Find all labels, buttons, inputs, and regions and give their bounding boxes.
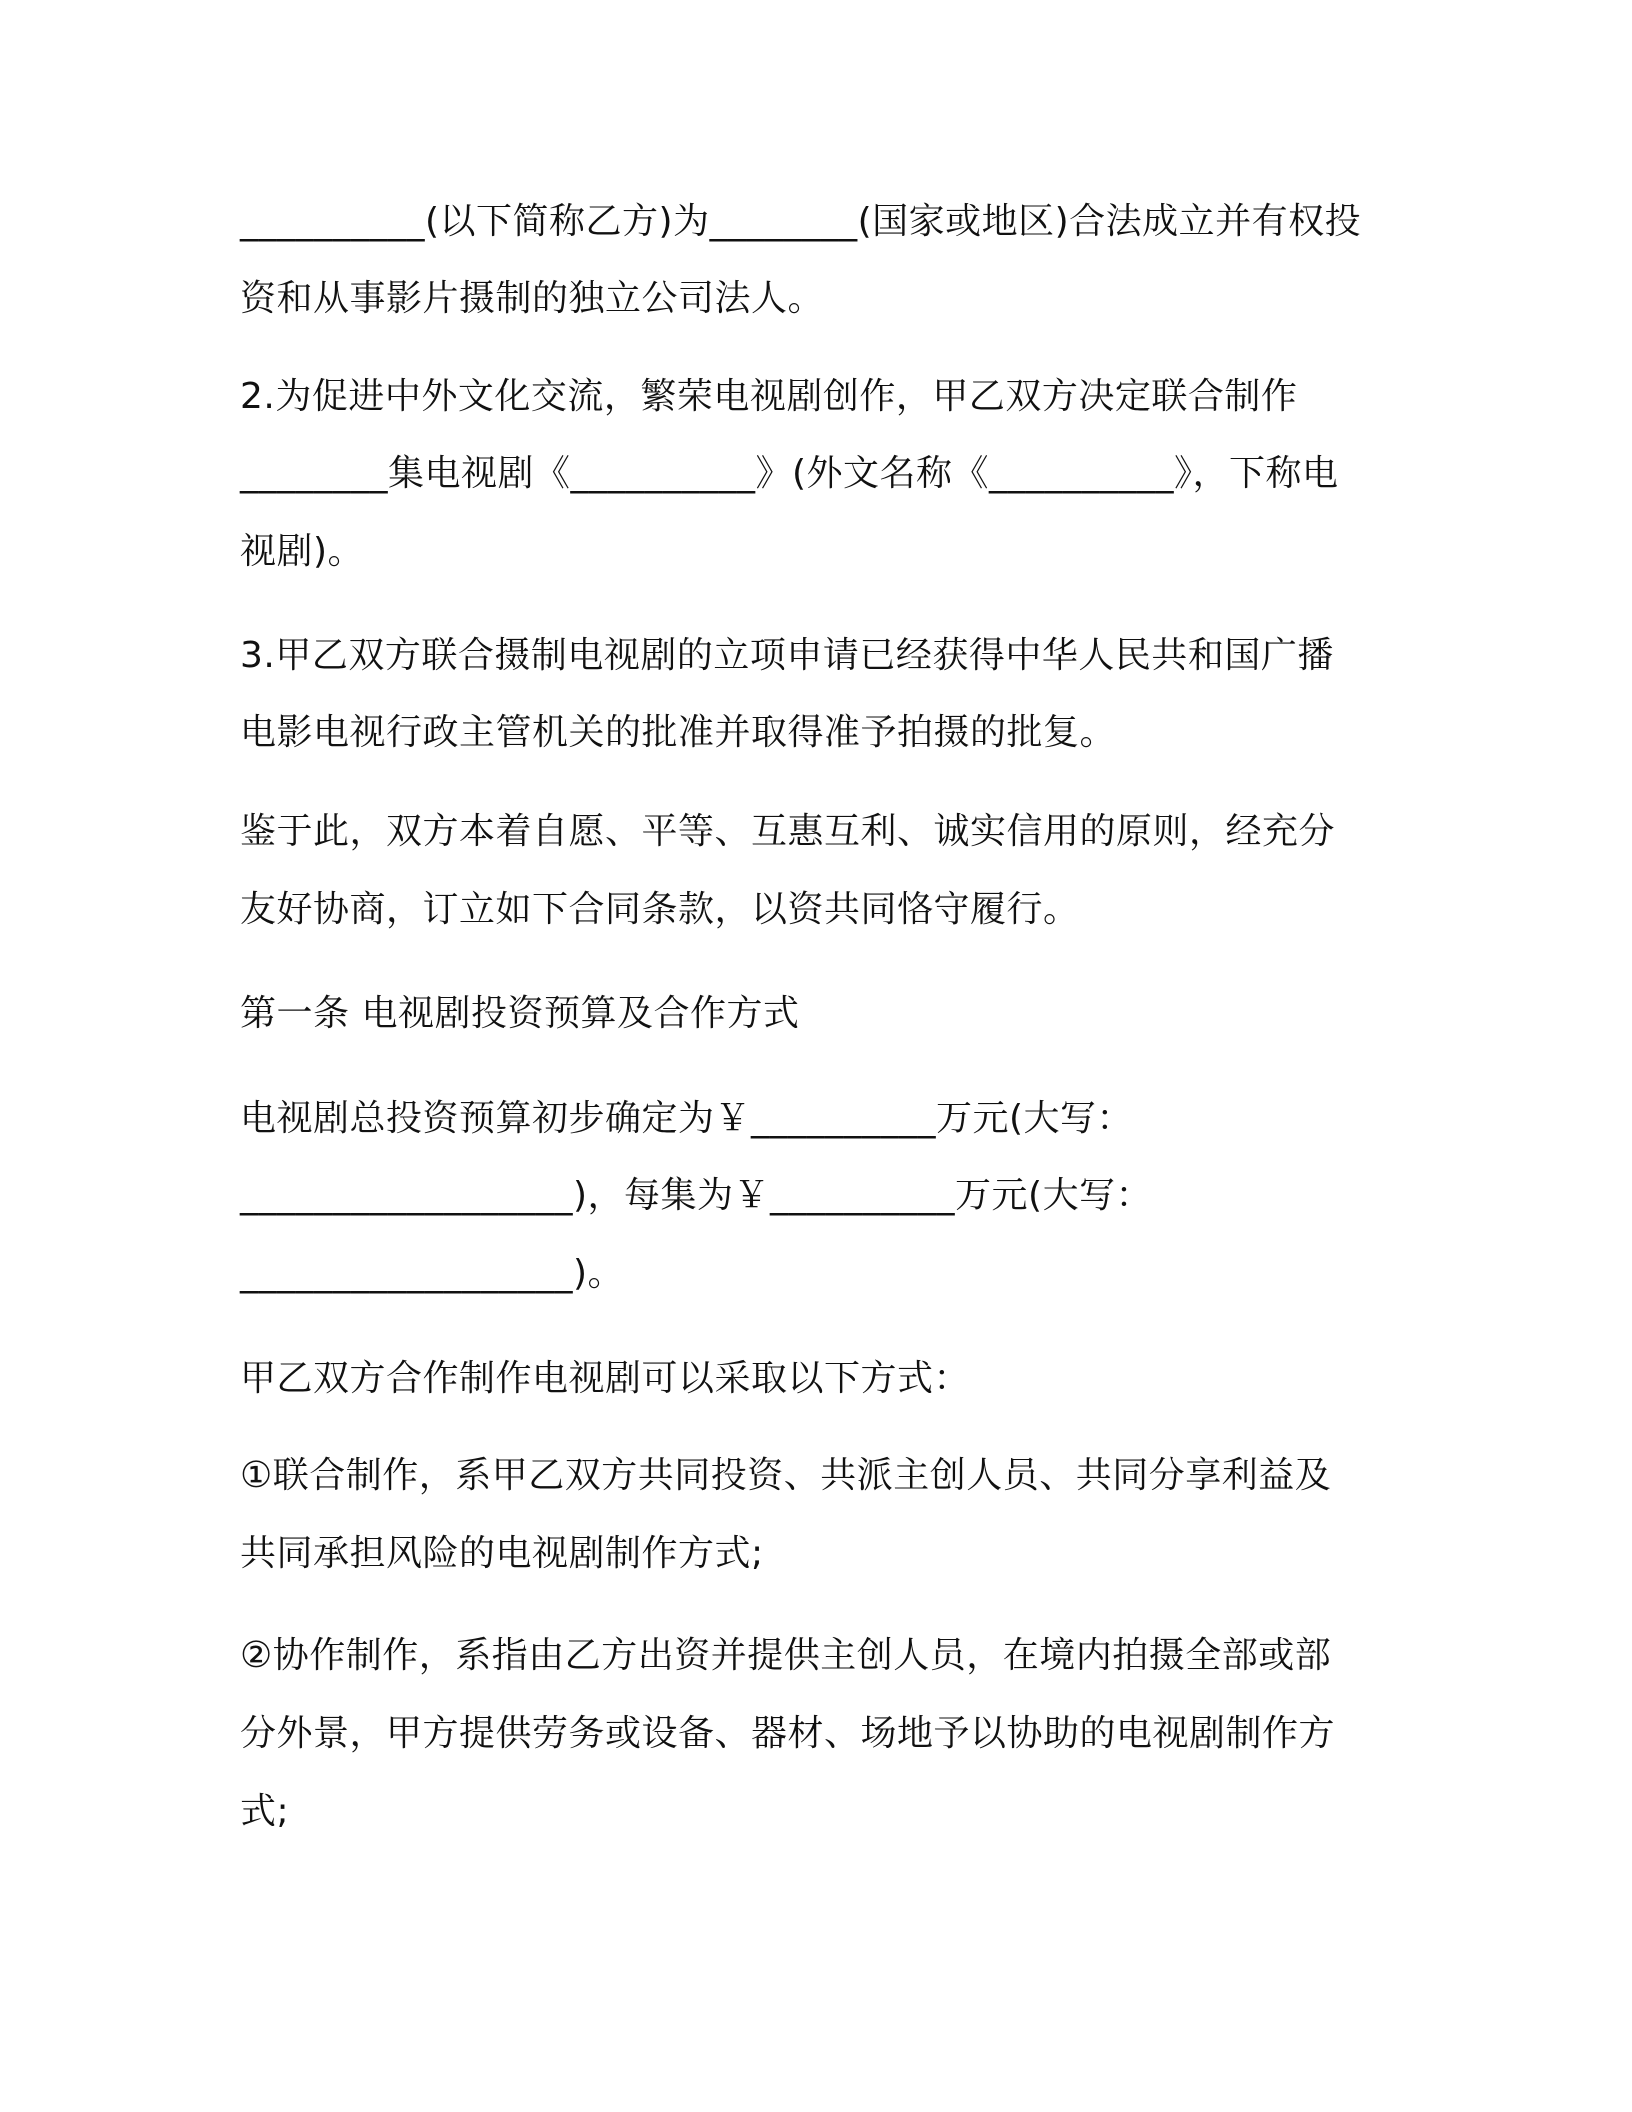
text-line: 视剧)。 xyxy=(240,531,365,572)
text-line: 甲乙双方合作制作电视剧可以采取以下方式： xyxy=(240,1358,971,1399)
text-line: 共同承担风险的电视剧制作方式; xyxy=(240,1533,764,1574)
text-line: __________________)。 xyxy=(240,1253,625,1294)
text-line: ②协作制作，系指由乙方出资并提供主创人员，在境内拍摄全部或部 xyxy=(240,1635,1332,1676)
text-line: ________集电视剧《__________》(外文名称《__________》，下称电 xyxy=(240,453,1339,494)
text-line: 式; xyxy=(240,1791,290,1832)
text-line: 资和从事影片摄制的独立公司法人。 xyxy=(240,278,825,319)
text-line: 电视剧总投资预算初步确定为￥__________万元(大写： xyxy=(240,1098,1134,1139)
text-line: 友好协商，订立如下合同条款，以资共同恪守履行。 xyxy=(240,889,1080,930)
text-line: __________(以下简称乙方)为________(国家或地区)合法成立并有权投 xyxy=(240,201,1362,242)
article-heading: 第一条 电视剧投资预算及合作方式 xyxy=(240,993,800,1034)
text-line: 鉴于此，双方本着自愿、平等、互惠互利、诚实信用的原则，经充分 xyxy=(240,811,1336,852)
text-line: 分外景，甲方提供劳务或设备、器材、场地予以协助的电视剧制作方 xyxy=(240,1713,1336,1754)
text-line: 电影电视行政主管机关的批准并取得准予拍摄的批复。 xyxy=(240,712,1117,753)
text-line: __________________)，每集为￥__________万元(大写： xyxy=(240,1175,1153,1216)
text-line: ①联合制作，系甲乙双方共同投资、共派主创人员、共同分享利益及 xyxy=(240,1455,1332,1496)
text-line: 2.为促进中外文化交流，繁荣电视剧创作，甲乙双方决定联合制作 xyxy=(240,376,1298,417)
text-line: 3.甲乙双方联合摄制电视剧的立项申请已经获得中华人民共和国广播 xyxy=(240,635,1334,676)
